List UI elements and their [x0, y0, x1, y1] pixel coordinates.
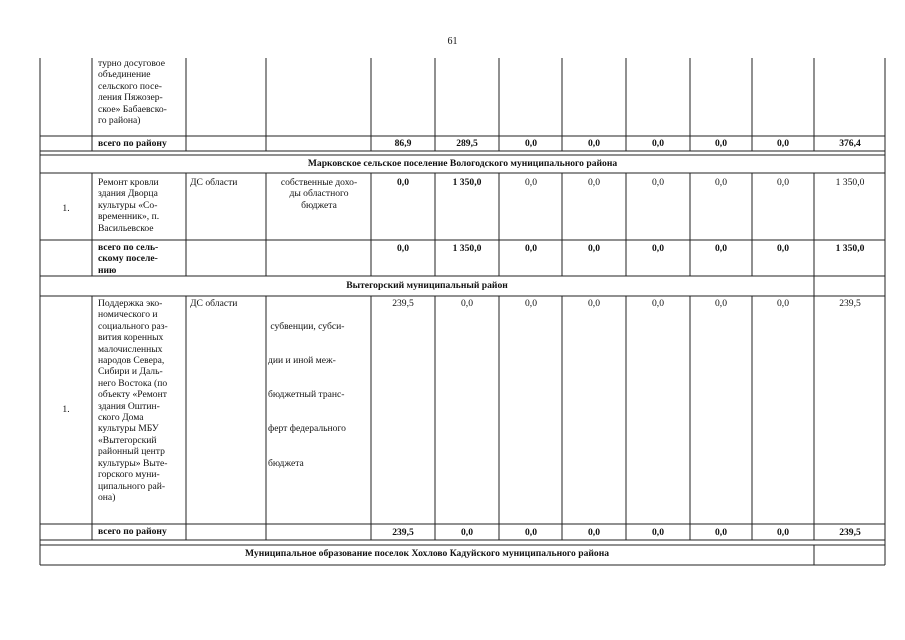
customer: ДС области: [190, 298, 238, 309]
continued-object-name: турно досуговое объединение сельского посе- ления Пяжозер- ское» Бабаевско- го района): [98, 58, 167, 127]
total-value: 86,9: [394, 138, 412, 149]
total-label: всего по району: [98, 526, 167, 537]
section-heading: Марковское сельское поселение Вологодского муниципального района: [307, 158, 618, 169]
total-value: 376,4: [839, 138, 861, 149]
total-value: 0,0: [715, 243, 727, 254]
total-label: всего по району: [98, 138, 167, 149]
row-value: 0,0: [777, 177, 789, 188]
section-heading: Муниципальное образование поселок Хохлово Кадуйского муниципального района: [244, 548, 610, 559]
funding-source: субвенции, субси- дии и иной меж- бюджетный транс- ферт федерального бюджета: [268, 320, 346, 469]
total-value: 1 350,0: [835, 243, 865, 254]
row-value: 0,0: [715, 177, 727, 188]
row-value: 0,0: [525, 298, 537, 309]
total-value: 0,0: [461, 527, 473, 538]
funding-source: собственные дохо- ды областного бюджета: [280, 177, 358, 211]
total-value: 239,5: [392, 527, 414, 538]
total-value: 0,0: [588, 243, 600, 254]
page-number: 61: [447, 36, 458, 47]
total-value: 0,0: [652, 243, 664, 254]
row-number: 1.: [62, 203, 70, 214]
row-value: 0,0: [588, 177, 600, 188]
row-value: 0,0: [715, 298, 727, 309]
customer: ДС области: [190, 177, 238, 188]
total-value: 0,0: [525, 243, 537, 254]
total-value: 0,0: [652, 527, 664, 538]
total-value: 0,0: [652, 138, 664, 149]
object-name: Ремонт кровли здания Дворца культуры «Со- временник», п. Васильевское: [98, 177, 160, 234]
total-value: 1 350,0: [452, 243, 482, 254]
object-name: Поддержка эко- номического и социального раз- вития коренных малочисленных народов Севера, Сибири и Даль- него Востока (по объекту «Ремонт здания Оштин- ского Дома культуры МБУ «Вытегорский районный центр культуры» Выте- горского муни- ципального рай- она): [98, 298, 168, 503]
section-heading: Вытегорский муниципальный район: [346, 280, 508, 291]
row-value: 239,5: [392, 298, 414, 309]
total-value: 0,0: [715, 138, 727, 149]
total-value: 0,0: [525, 138, 537, 149]
total-value: 0,0: [777, 243, 789, 254]
row-value: 0,0: [652, 177, 664, 188]
row-value: 0,0: [652, 298, 664, 309]
total-label: всего по сель- скому поселе- нию: [98, 242, 159, 276]
row-value: 1 350,0: [835, 177, 865, 188]
total-value: 0,0: [397, 243, 409, 254]
row-value: 0,0: [461, 298, 473, 309]
row-value: 1 350,0: [452, 177, 482, 188]
total-value: 0,0: [715, 527, 727, 538]
total-value: 0,0: [525, 527, 537, 538]
row-value: 0,0: [525, 177, 537, 188]
total-value: 0,0: [777, 527, 789, 538]
row-value: 0,0: [588, 298, 600, 309]
total-value: 0,0: [777, 138, 789, 149]
total-value: 239,5: [839, 527, 861, 538]
total-value: 289,5: [456, 138, 478, 149]
row-value: 0,0: [397, 177, 409, 188]
row-value: 0,0: [777, 298, 789, 309]
total-value: 0,0: [588, 527, 600, 538]
row-number: 1.: [62, 404, 70, 415]
row-value: 239,5: [839, 298, 861, 309]
total-value: 0,0: [588, 138, 600, 149]
